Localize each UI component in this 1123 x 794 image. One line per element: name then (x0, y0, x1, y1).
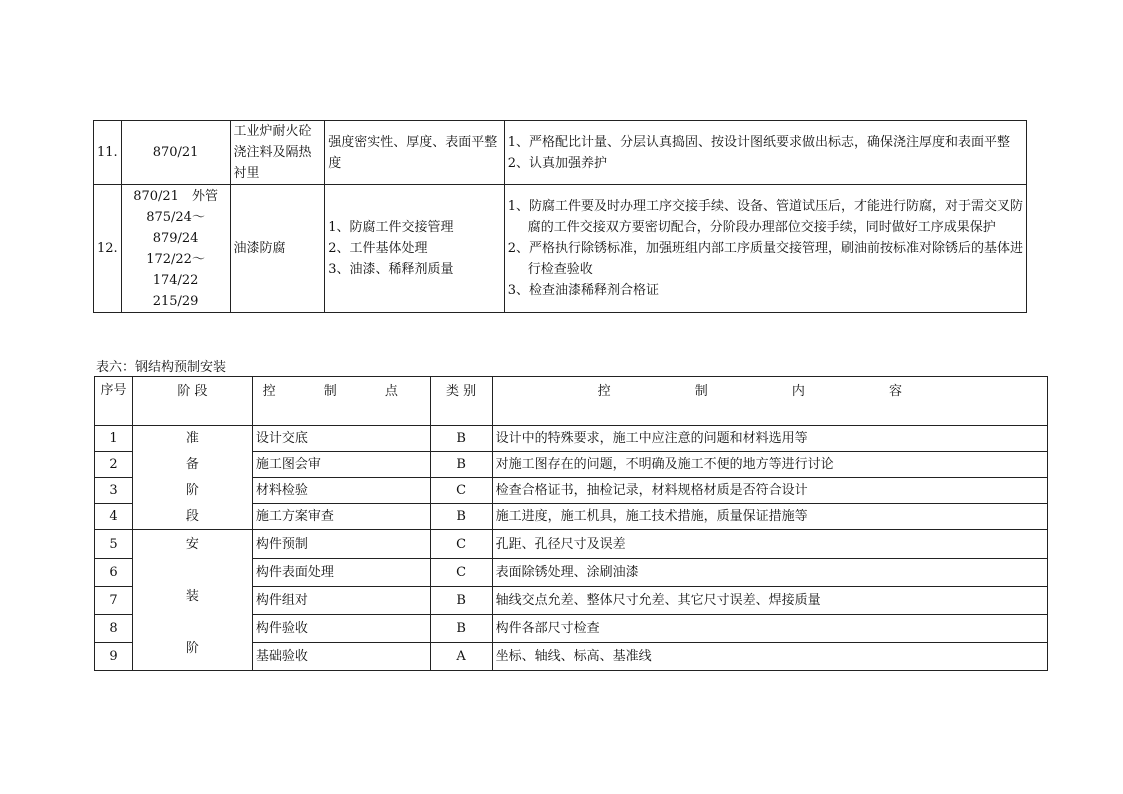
spec-cell (121, 185, 230, 313)
process-cell: 油漆防腐 (230, 185, 325, 313)
table-row (94, 121, 1027, 185)
header-row (95, 377, 1048, 426)
spec-line: 870/21 外管 (133, 188, 218, 204)
content-item: 2、严格执行除锈标准，加强班组内部工序质量交接管理，刷油前按标准对除锈后的基体进行检查验收 (507, 241, 1023, 277)
control-content: 孔距、孔径尺寸及误差 (492, 530, 1047, 559)
category: B (430, 587, 492, 615)
row-number: 4 (95, 504, 133, 530)
category: B (430, 426, 492, 452)
control-content: 坐标、轴线、标高、基准线 (492, 643, 1047, 671)
spec-cell (121, 121, 230, 185)
phase-char: 安 (185, 537, 199, 552)
control-point: 设计交底 (252, 426, 430, 452)
control-content: 表面除锈处理、涂刷油漆 (492, 559, 1047, 587)
table-caption: 表六：钢结构预制安装 (96, 360, 227, 375)
control-content: 构件各部尺寸检查 (492, 615, 1047, 643)
category: B (430, 504, 492, 530)
header-content: 控 制 内 容 (492, 377, 1047, 426)
control-point: 构件预制 (252, 530, 430, 559)
category: B (430, 615, 492, 643)
phase-char: 备 (185, 457, 199, 472)
control-point: 施工方案审查 (252, 504, 430, 530)
phase-char: 装 (185, 589, 199, 604)
row-number: 2 (95, 452, 133, 478)
control-point: 构件组对 (252, 587, 430, 615)
content-item: 1、严格配比计量、分层认真捣固、按设计图纸要求做出标志，确保浇注厚度和表面平整 (507, 134, 1010, 150)
phase-preparation (132, 426, 252, 530)
row-number: 8 (95, 615, 133, 643)
row-number: 11. (94, 121, 122, 185)
phase-char: 段 (185, 509, 199, 524)
row-number: 12. (94, 185, 122, 313)
control-point: 构件验收 (252, 615, 430, 643)
control-point: 1、防腐工件交接管理 (328, 220, 454, 235)
control-point: 强度密实性、厚度、表面平整度 (328, 134, 498, 171)
row-number: 6 (95, 559, 133, 587)
category: C (430, 530, 492, 559)
header-phase: 阶 段 (132, 377, 252, 426)
phase-char: 阶 (185, 483, 199, 498)
table-row (95, 530, 1048, 559)
control-point: 施工图会审 (252, 452, 430, 478)
control-content-cell (504, 121, 1026, 185)
table-row (95, 426, 1048, 452)
content-item: 3、检查油漆稀释剂合格证 (507, 283, 659, 298)
control-point: 3、油漆、稀释剂质量 (328, 262, 454, 277)
control-point: 材料检验 (252, 478, 430, 504)
control-content-cell (504, 185, 1026, 313)
process-cell: 工业炉耐火砼浇注料及隔热衬里 (230, 121, 325, 185)
spec-line: 172/22～174/22 (146, 251, 205, 288)
control-points-cell (325, 121, 504, 185)
spec-line: 215/29 (152, 293, 199, 309)
header-no: 序号 (95, 377, 133, 426)
phase-char: 阶 (185, 641, 199, 656)
row-number: 9 (95, 643, 133, 671)
phase-char: 准 (185, 431, 199, 446)
control-content: 对施工图存在的问题，不明确及施工不便的地方等进行讨论 (492, 452, 1047, 478)
header-point: 控 制 点 (252, 377, 430, 426)
control-content: 设计中的特殊要求，施工中应注意的问题和材料选用等 (492, 426, 1047, 452)
control-content: 轴线交点允差、整体尺寸允差、其它尺寸误差、焊接质量 (492, 587, 1047, 615)
steel-structure-table (94, 376, 1048, 671)
spec-line: 875/24～879/24 (146, 209, 205, 246)
content-item: 1、防腐工件要及时办理工序交接手续、设备、管道试压后，才能进行防腐，对于需交叉防腐的工件交接双方要密切配合，分阶段办理部位交接手续，同时做好工序成果保护 (507, 199, 1023, 235)
phase-installation (132, 530, 252, 671)
row-number: 1 (95, 426, 133, 452)
quality-control-table-continued (93, 120, 1027, 313)
control-point: 构件表面处理 (252, 559, 430, 587)
table-row (94, 185, 1027, 313)
category: C (430, 559, 492, 587)
header-category: 类 别 (430, 377, 492, 426)
row-number: 3 (95, 478, 133, 504)
control-content: 施工进度，施工机具，施工技术措施，质量保证措施等 (492, 504, 1047, 530)
category: C (430, 478, 492, 504)
row-number: 7 (95, 587, 133, 615)
category: A (430, 643, 492, 671)
control-content: 检查合格证书，抽检记录，材料规格材质是否符合设计 (492, 478, 1047, 504)
content-item: 2、认真加强养护 (507, 155, 607, 171)
control-point: 基础验收 (252, 643, 430, 671)
control-points-cell (325, 185, 504, 313)
row-number: 5 (95, 530, 133, 559)
spec-line: 870/21 (152, 145, 199, 160)
control-point: 2、工件基体处理 (328, 241, 428, 256)
category: B (430, 452, 492, 478)
